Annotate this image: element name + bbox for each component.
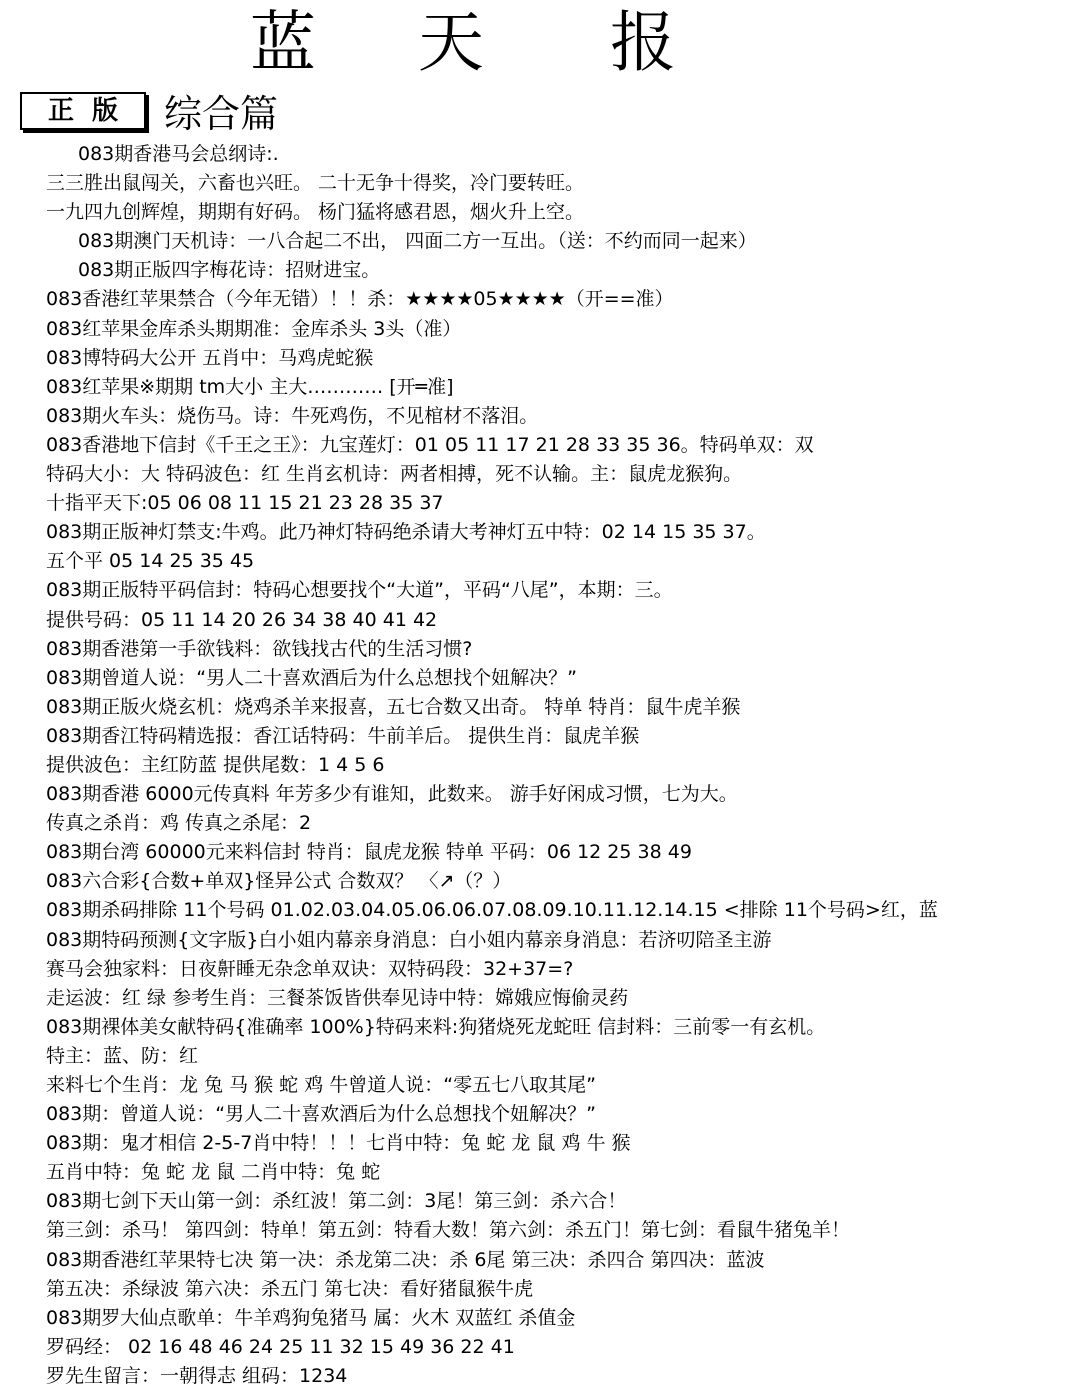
text-line: 赛马会独家料：日夜鼾睡无杂念单双诀：双特码段：32+37=? [46, 957, 574, 980]
edition-badge [20, 92, 146, 130]
text-line: 083期香港马会总纲诗:. [78, 143, 279, 165]
text-line: 083期香港红苹果特七决 第一决：杀龙第二决：杀 6尾 第三决：杀四合 第四决：蓝波 [46, 1248, 765, 1271]
text-line: 083期台湾 60000元来料信封 特肖：鼠虎龙猴 特单 平码：06 12 25 38 49 [46, 841, 692, 864]
text-line: 走运波：红 绿 参考生肖：三餐茶饭皆供奉见诗中特：嫦娥应悔偷灵药 [46, 986, 629, 1009]
text-line: 083期曾道人说：“男人二十喜欢酒后为什么总想找个妞解决？” [46, 666, 577, 689]
text-line: 083期裸体美女献特码{准确率 100%}特码来料:狗猪烧死龙蛇旺 信封料：三前零一有玄机。 [46, 1015, 826, 1038]
text-line: 083期火车头：烧伤马。诗：牛死鸡伤，不见棺材不落泪。 [46, 404, 539, 427]
text-line: 三三胜出鼠闯关，六畜也兴旺。 二十无争十得奖，冷门要转旺。 [46, 172, 585, 195]
text-line: 083期：曾道人说：“男人二十喜欢酒后为什么总想找个妞解决？” [46, 1103, 596, 1126]
text-line: 083期正版特平码信封：特码心想要找个“大道”，平码“八尾”，本期：三。 [46, 579, 673, 602]
text-line: 083期香港 6000元传真料 年芳多少有谁知，此数来。 游手好闲成习惯，七为大。 [46, 783, 738, 806]
text-line: 083期正版火烧玄机：烧鸡杀羊来报喜，五七合数又出奇。 特单 特肖：鼠牛虎羊猴 [46, 695, 741, 718]
text-line: 特码大小：大 特码波色：红 生肖玄机诗：两者相搏，死不认输。主：鼠虎龙猴狗。 [46, 463, 743, 486]
text-line: 特主：蓝、防：红 [46, 1044, 199, 1067]
section-title: 综合篇 [164, 92, 279, 136]
edition-badge-label: 正版 [47, 96, 136, 126]
text-line: 083红苹果金库杀头期期准：金库杀头 3头（准） [46, 317, 462, 340]
text-line: 083期正版四字梅花诗：招财进宝。 [78, 259, 381, 282]
text-line: 083期特码预测{文字版}白小姐内幕亲身消息：白小姐内幕亲身消息：若济叨陪圣主游 [46, 928, 772, 951]
masthead-char: 报 [610, 4, 676, 81]
text-line: 083期杀码排除 11个号码 01.02.03.04.05.06.06.07.08.09.10.11.12.14.15 <排除 11个号码>红，蓝 [46, 899, 938, 922]
text-line: 提供波色：主红防蓝 提供尾数：1 4 5 6 [46, 753, 385, 776]
text-line: 083期香港第一手欲钱料：欲钱找古代的生活习惯? [46, 637, 473, 660]
masthead-char: 天 [418, 4, 484, 81]
text-line: 083博特码大公开 五肖中：马鸡虎蛇猴 [46, 346, 374, 369]
text-line: 083香港地下信封《千王之王》：九宝莲灯：01 05 11 17 21 28 33 35 36。特码单双：双 [46, 433, 814, 456]
text-line: 083六合彩{合数+单双}怪异公式 合数双？ 〈↗（？） [46, 870, 512, 893]
text-line: 罗先生留言：一朝得志 组码：1234 [46, 1364, 348, 1387]
text-line: 罗码经： 02 16 48 46 24 25 11 32 15 49 36 22 41 [46, 1335, 515, 1358]
text-line: 传真之杀肖：鸡 传真之杀尾：2 [46, 812, 312, 835]
text-line: 083期七剑下天山第一剑：杀红波！第二剑：3尾！第三剑：杀六合！ [46, 1190, 627, 1213]
text-line: 083期罗大仙点歌单：牛羊鸡狗兔猪马 属：火木 双蓝红 杀值金 [46, 1306, 576, 1329]
masthead-char: 蓝 [250, 4, 316, 81]
text-line: 第三剑：杀马！ 第四剑：特单！第五剑：特看大数！第六剑：杀五门！第七剑：看鼠牛猪兔羊！ [46, 1219, 851, 1242]
text-line: 提供号码：05 11 14 20 26 34 38 40 41 42 [46, 608, 438, 631]
text-line: 十指平天下:05 06 08 11 15 21 23 28 35 37 [46, 492, 444, 515]
text-line: 五肖中特：兔 蛇 龙 鼠 二肖中特：兔 蛇 [46, 1161, 381, 1184]
text-line: 来料七个生肖：龙 兔 马 猴 蛇 鸡 牛曾道人说：“零五七八取其尾” [46, 1074, 596, 1096]
text-line: 第五决：杀绿波 第六决：杀五门 第七决：看好猪鼠猴牛虎 [46, 1277, 534, 1300]
text-line: 083期香江特码精选报：香江话特码：牛前羊后。 提供生肖：鼠虎羊猴 [46, 724, 640, 747]
content-lines [0, 140, 1072, 1391]
text-line: 083期：鬼才相信 2-5-7肖中特！！！七肖中特：兔 蛇 龙 鼠 鸡 牛 猴 [46, 1132, 631, 1155]
text-line: 五个平 05 14 25 35 45 [46, 550, 255, 573]
text-line: 083香港红苹果禁合（今年无错）！！杀：★★★★05★★★★（开==准） [46, 288, 674, 311]
text-line: 083期正版神灯禁支:牛鸡。此乃神灯特码绝杀请大考神灯五中特：02 14 15 35 37。 [46, 521, 766, 544]
text-line: 083红苹果※期期 tm大小 主大………… [开═准] [46, 375, 454, 398]
masthead [0, 4, 1072, 82]
text-line: 一九四九创辉煌，期期有好码。 杨门猛将感君恩，烟火升上空。 [46, 201, 585, 224]
text-line: 083期澳门天机诗：一八合起二不出， 四面二方一互出。（送：不约而同一起来） [78, 230, 757, 253]
